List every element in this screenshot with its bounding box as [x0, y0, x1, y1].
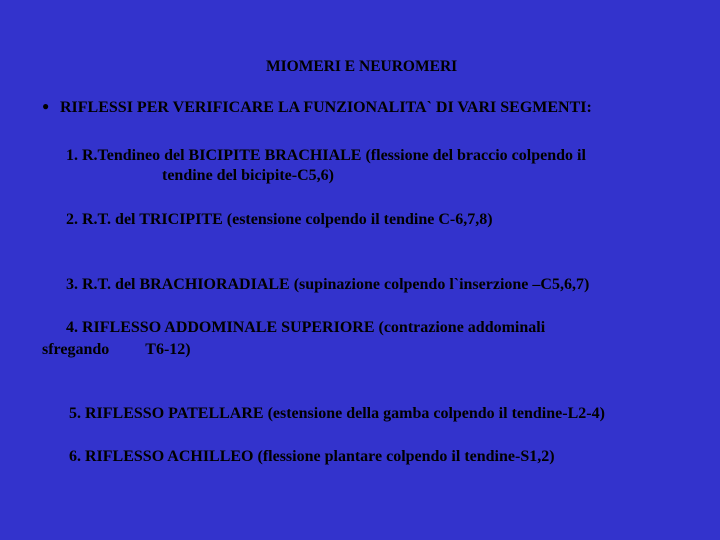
item-2: 2. R.T. del TRICIPITE (estensione colpendo il tendine C-6,7,8): [66, 211, 493, 228]
item-1-line-2: tendine del bicipite-C5,6): [162, 167, 334, 184]
item-1-line-1: 1. R.Tendineo del BICIPITE BRACHIALE (flessione del braccio colpendo il: [66, 147, 586, 164]
bullet-heading-row: [42, 99, 592, 117]
bullet-dot-icon: ●: [42, 99, 50, 113]
slide-title: MIOMERI E NEUROMERI: [266, 58, 458, 75]
item-4-line-2: [42, 340, 191, 360]
item-4-line-2-part-1: sfregando: [42, 341, 110, 358]
item-4-line-2-part-2: T6-12): [145, 341, 191, 358]
item-3: 3. R.T. del BRACHIORADIALE (supinazione colpendo l`inserzione –C5,6,7): [66, 276, 590, 293]
item-4-line-1: 4. RIFLESSO ADDOMINALE SUPERIORE (contrazione addominali: [66, 319, 546, 336]
item-5: 5. RIFLESSO PATELLARE (estensione della gamba colpendo il tendine-L2-4): [69, 405, 605, 422]
item-6: 6. RIFLESSO ACHILLEO (flessione plantare colpendo il tendine-S1,2): [69, 448, 555, 465]
bullet-heading: RIFLESSI PER VERIFICARE LA FUNZIONALITA` DI VARI SEGMENTI:: [60, 99, 592, 116]
